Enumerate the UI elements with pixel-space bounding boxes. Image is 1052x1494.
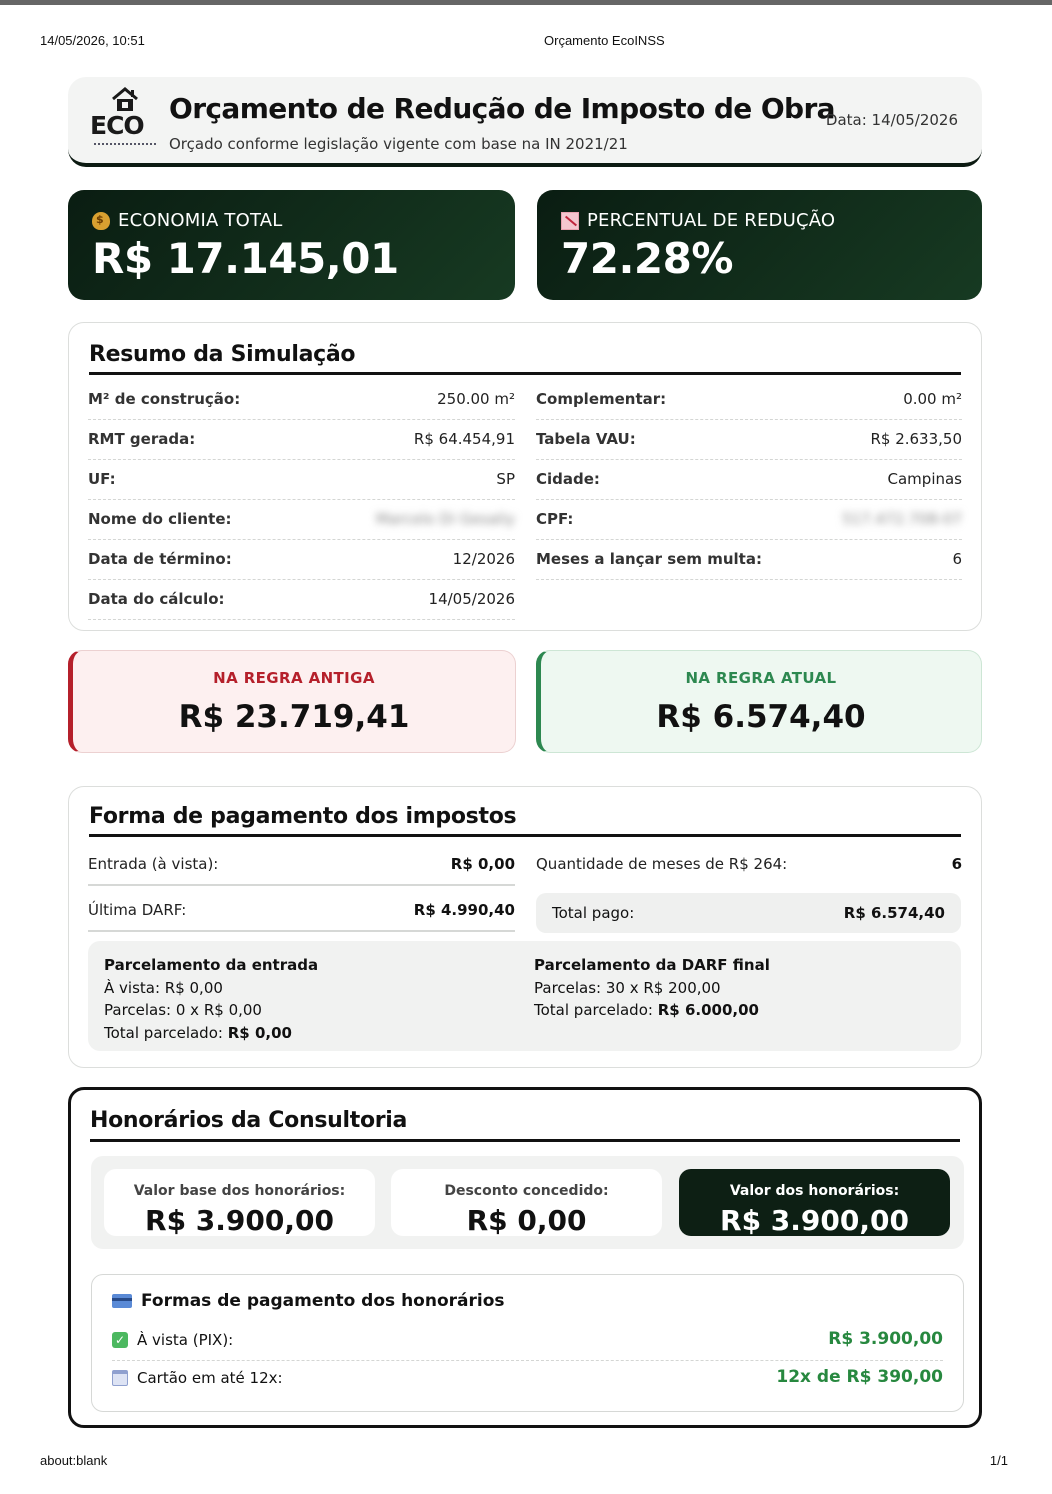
kv-label: Cidade: — [536, 470, 600, 488]
valor-honorarios-box — [679, 1169, 950, 1236]
honorarios-title: Honorários da Consultoria — [90, 1108, 408, 1133]
kv-value: 6 — [952, 550, 962, 568]
calendar-icon — [112, 1370, 128, 1386]
resumo-title: Resumo da Simulação — [89, 342, 356, 367]
pix-label: À vista (PIX): — [137, 1331, 234, 1349]
kv-rmt — [88, 420, 515, 460]
resumo-rule — [89, 372, 961, 375]
total-parcelado-label: Total parcelado: — [104, 1023, 223, 1042]
percentual-card — [537, 190, 982, 300]
regra-antiga-value: R$ 23.719,41 — [178, 699, 410, 735]
ultima-darf-label: Última DARF: — [88, 901, 187, 919]
ultima-darf-row — [88, 888, 515, 932]
desconto-label: Desconto concedido: — [444, 1183, 609, 1199]
cartao-row — [112, 1361, 943, 1399]
honorarios-values — [91, 1156, 964, 1249]
kv-label: CPF: — [536, 510, 574, 528]
kv-label: M² de construção: — [88, 390, 241, 408]
kv-value: 14/05/2026 — [428, 590, 515, 608]
cartao-label: Cartão em até 12x: — [137, 1369, 283, 1387]
house-icon — [110, 87, 140, 113]
parcelamento-darf-total — [534, 999, 770, 1022]
money-bag-icon — [92, 212, 110, 230]
ultima-darf-value: R$ 4.990,40 — [413, 901, 515, 919]
kv-value: SP — [496, 470, 515, 488]
kv-value: 0.00 m² — [903, 390, 962, 408]
credit-card-icon — [112, 1294, 132, 1308]
valor-base-value: R$ 3.900,00 — [145, 1204, 334, 1237]
header-date: Data: 14/05/2026 — [825, 111, 958, 129]
page-subtitle: Orçado conforme legislação vigente com base na IN 2021/21 — [169, 135, 628, 153]
logo-text: ECO — [90, 111, 144, 140]
regra-antiga-label: NA REGRA ANTIGA — [213, 669, 375, 687]
kv-termino — [88, 540, 515, 580]
pagamento-title: Forma de pagamento dos impostos — [89, 804, 517, 829]
formas-pagamento-box — [91, 1274, 964, 1412]
kv-label: Data de término: — [88, 550, 232, 568]
kv-label: RMT gerada: — [88, 430, 196, 448]
print-url: about:blank — [40, 1453, 108, 1468]
kv-value: Campinas — [887, 470, 962, 488]
eco-logo — [88, 87, 160, 153]
desconto-value: R$ 0,00 — [466, 1204, 587, 1237]
parcelamento-darf — [534, 954, 770, 1022]
kv-label: Complementar: — [536, 390, 667, 408]
kv-value-blurred: 517.472.708-07 — [842, 510, 962, 528]
page-title: Orçamento de Redução de Imposto de Obra — [169, 92, 835, 125]
logo-tagline — [94, 143, 156, 149]
kv-label: Data do cálculo: — [88, 590, 225, 608]
kv-label: UF: — [88, 470, 116, 488]
chart-decreasing-icon — [561, 212, 579, 230]
percentual-value: 72.28% — [561, 234, 733, 283]
valor-base-box — [104, 1169, 375, 1236]
pix-row — [112, 1323, 943, 1361]
regra-atual-label: NA REGRA ATUAL — [685, 669, 837, 687]
parcelamento-entrada — [104, 954, 318, 1044]
check-icon: ✓ — [112, 1332, 128, 1348]
valor-base-label: Valor base dos honorários: — [133, 1183, 346, 1199]
kv-cidade — [536, 460, 962, 500]
honorarios-panel — [68, 1087, 982, 1428]
kv-calculo — [88, 580, 515, 620]
entrada-row — [88, 842, 515, 886]
kv-value: 250.00 m² — [437, 390, 515, 408]
total-parcelado-value: R$ 0,00 — [227, 1023, 292, 1042]
total-parcelado-label: Total parcelado: — [534, 1001, 653, 1019]
kv-cpf — [536, 500, 962, 540]
kv-value: R$ 64.454,91 — [413, 430, 515, 448]
kv-value: 12/2026 — [452, 550, 515, 568]
kv-value-blurred: Marcelo Di Gesaliy — [375, 510, 515, 528]
regra-atual-card — [536, 650, 982, 753]
entrada-value: R$ 0,00 — [450, 855, 515, 873]
desconto-box — [391, 1169, 662, 1236]
kv-m2 — [88, 380, 515, 420]
total-pago-label: Total pago: — [552, 904, 635, 922]
print-page-number: 1/1 — [989, 1453, 1008, 1468]
parcelamento-entrada-parcelas: Parcelas: 0 x R$ 0,00 — [104, 1001, 262, 1019]
valor-honorarios-value: R$ 3.900,00 — [720, 1204, 909, 1237]
total-parcelado-value: R$ 6.000,00 — [657, 1001, 759, 1019]
economia-label: ECONOMIA TOTAL — [118, 210, 283, 231]
honorarios-rule — [90, 1139, 960, 1142]
kv-label: Tabela VAU: — [536, 430, 636, 448]
kv-vau — [536, 420, 962, 460]
print-title: Orçamento EcoINSS — [544, 33, 665, 48]
cartao-value: 12x de R$ 390,00 — [776, 1367, 943, 1387]
total-pago-value: R$ 6.574,40 — [843, 904, 945, 922]
kv-meses-sem-multa — [536, 540, 962, 580]
meses-label: Quantidade de meses de R$ 264: — [536, 855, 788, 873]
top-border — [0, 0, 1052, 5]
regra-antiga-card — [68, 650, 516, 753]
valor-honorarios-label: Valor dos honorários: — [729, 1183, 900, 1199]
parcelamento-darf-title: Parcelamento da DARF final — [534, 956, 770, 974]
economia-value: R$ 17.145,01 — [92, 234, 399, 283]
total-pago-box — [536, 893, 961, 933]
parcelamento-box — [88, 941, 961, 1051]
header-card — [68, 77, 982, 167]
formas-pagamento-title: Formas de pagamento dos honorários — [141, 1291, 505, 1311]
kv-label: Meses a lançar sem multa: — [536, 550, 762, 568]
entrada-label: Entrada (à vista): — [88, 855, 219, 873]
parcelamento-darf-parcelas: Parcelas: 30 x R$ 200,00 — [534, 978, 721, 997]
economia-card — [68, 190, 515, 300]
parcelamento-entrada-total — [104, 1022, 318, 1045]
kv-value: R$ 2.633,50 — [870, 430, 962, 448]
kv-complementar — [536, 380, 962, 420]
regra-atual-value: R$ 6.574,40 — [656, 699, 866, 735]
meses-value: 6 — [951, 855, 962, 873]
parcelamento-entrada-avista: À vista: R$ 0,00 — [104, 978, 223, 997]
print-datetime: 14/05/2026, 10:51 — [40, 33, 145, 48]
meses-row — [536, 842, 962, 886]
kv-label: Nome do cliente: — [88, 510, 232, 528]
kv-uf — [88, 460, 515, 500]
pagamento-rule — [89, 834, 961, 837]
parcelamento-entrada-title: Parcelamento da entrada — [104, 956, 319, 974]
kv-cliente — [88, 500, 515, 540]
formas-pagamento-header — [112, 1291, 505, 1311]
percentual-label: PERCENTUAL DE REDUÇÃO — [587, 210, 836, 231]
pix-value: R$ 3.900,00 — [828, 1329, 943, 1349]
